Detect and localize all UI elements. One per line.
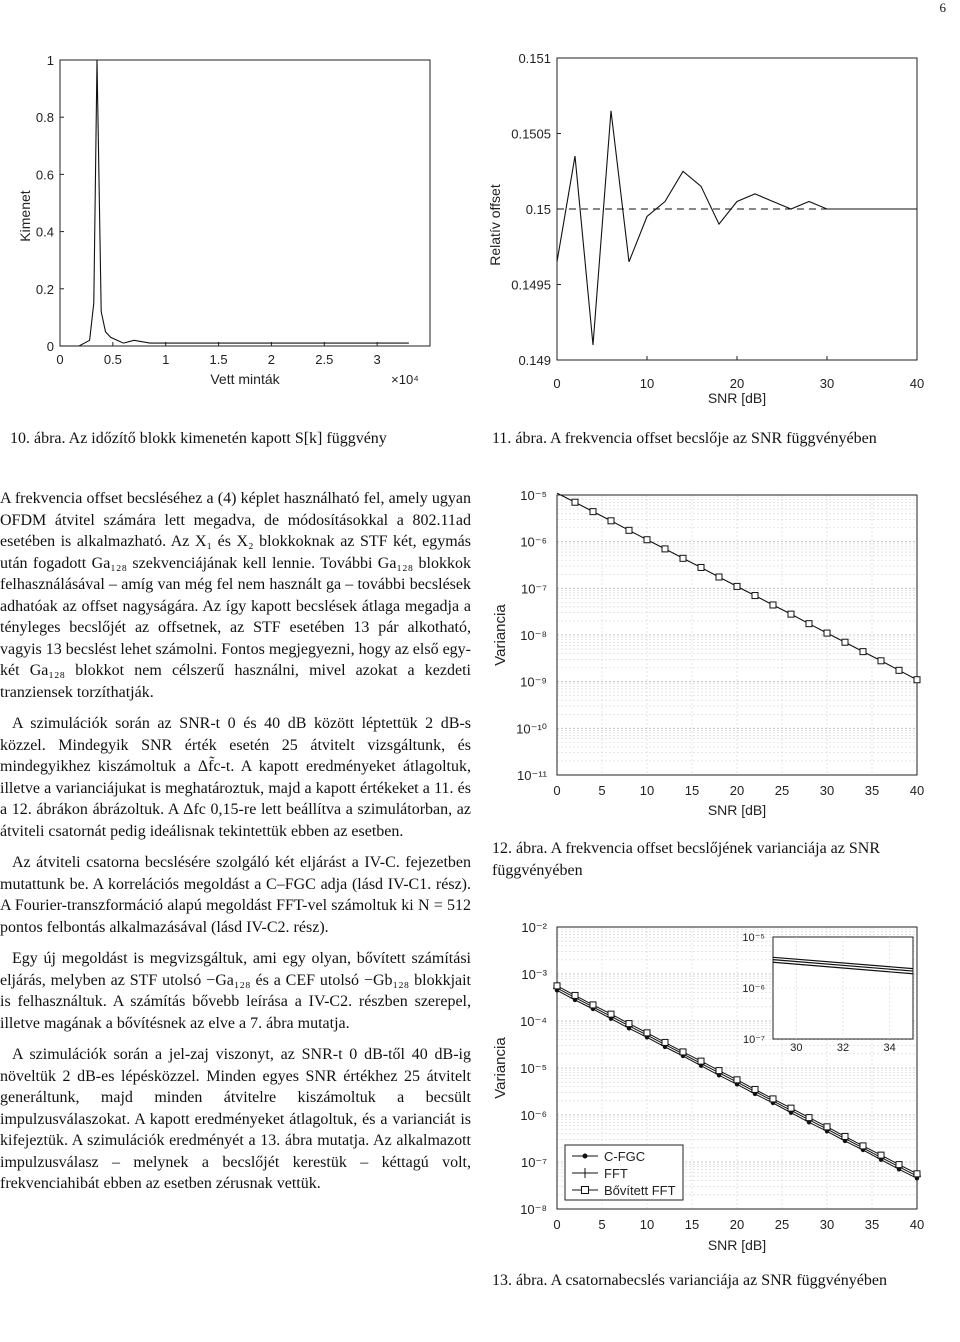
fig10-ytick-label: 0.6: [35, 167, 54, 183]
fig13-ytick-label: 10⁻²: [521, 920, 547, 935]
fig12-marker: [644, 537, 650, 543]
fig12-marker: [878, 658, 884, 664]
fig12-marker: [572, 499, 578, 505]
fig12-marker: [806, 621, 812, 627]
fig12-ytick-label: 10⁻¹¹: [517, 768, 547, 783]
fig13-marker-bovitett-fft: [788, 1105, 794, 1111]
fig13-marker-bovitett-fft: [590, 1002, 596, 1008]
fig13-xtick-label: 30: [819, 1217, 835, 1232]
figure-10-plot: [17, 53, 430, 387]
fig13-marker-bovitett-fft: [680, 1049, 686, 1055]
fig12-xtick-label: 5: [598, 783, 606, 798]
fig10-xtick-label: 3: [373, 352, 381, 367]
figure-10-caption: 10. ábra. Az időzítő blokk kimenetén kapott S[k] függvény: [10, 430, 387, 447]
page-number: 6: [939, 0, 946, 15]
fig13-marker-bovitett-fft: [572, 992, 578, 998]
fig13-inset: [742, 932, 913, 1054]
fig13-marker-bovitett-fft: [896, 1162, 902, 1168]
fig10-xtick-label: 0.5: [103, 352, 122, 367]
fig13-marker-bovitett-fft: [806, 1115, 812, 1121]
fig13-ytick-label: 10⁻⁵: [520, 1061, 547, 1076]
fig12-marker: [734, 583, 740, 589]
fig10-ytick-label: 0.4: [35, 224, 54, 240]
fig13-marker-bovitett-fft: [644, 1030, 650, 1036]
fig12-xtick-label: 20: [729, 783, 745, 798]
fig10-xtick-label: 1.5: [209, 352, 228, 367]
fig11-xtick-label: 30: [819, 376, 835, 391]
fig13-xtick-label: 5: [598, 1217, 606, 1232]
fig10-ytick-label: 0.2: [35, 281, 54, 297]
fig13-marker-bovitett-fft: [734, 1077, 740, 1083]
fig13-marker-bovitett-fft: [608, 1011, 614, 1017]
paragraph: Egy új megoldást is megvizsgáltuk, ami egy olyan, bővített számítási eljárás, melyben az STF utolsó −Ga₁₂₈ és a CEF utolsó −Gb₁₂₈ blokkjait is felhasználtuk. A számítás bővebb leírása a IV-C2. részben szerepel, illetve magának a bővítésnek az elve a 7. ábra mutatja.: [0, 950, 471, 1032]
fig13-ytick-label: 10⁻⁸: [520, 1202, 547, 1217]
fig12-xtick-label: 10: [639, 783, 655, 798]
body-text: [0, 488, 471, 1205]
fig13-xtick-label: 15: [684, 1217, 700, 1232]
fig13-ytick-label: 10⁻⁷: [520, 1155, 547, 1170]
fig13-marker-bovitett-fft: [914, 1171, 920, 1177]
fig13-marker-bovitett-fft: [842, 1133, 848, 1139]
fig12-marker: [824, 630, 830, 636]
fig12-marker: [752, 593, 758, 599]
fig13-marker-bovitett-fft: [698, 1058, 704, 1064]
fig10-xtick-label: 1: [162, 352, 170, 367]
fig13-marker-bovitett-fft: [770, 1096, 776, 1102]
figure-11-plot: [487, 51, 924, 406]
fig13-xtick-label: 35: [864, 1217, 880, 1232]
fig13-ylabel: Variancia: [492, 1037, 509, 1099]
fig11-ytick-label: 0.1505: [511, 126, 551, 142]
fig12-marker: [842, 639, 848, 645]
fig11-ytick-label: 0.15: [525, 202, 551, 217]
fig12-xlabel: SNR [dB]: [707, 802, 767, 818]
fig13-ytick-label: 10⁻³: [521, 967, 547, 982]
fig10-axes-box: [60, 60, 430, 346]
fig13-xlabel: SNR [dB]: [707, 1237, 767, 1253]
fig10-xtick-label: 2.5: [315, 352, 334, 367]
fig12-marker: [698, 564, 704, 570]
fig13-inset-ytick-label: 10⁻⁶: [742, 983, 765, 995]
fig12-ytick-label: 10⁻¹⁰: [516, 721, 547, 737]
fig11-xlabel: SNR [dB]: [707, 390, 767, 406]
fig13-xtick-label: 20: [729, 1217, 745, 1232]
fig12-ytick-label: 10⁻⁶: [520, 534, 547, 550]
fig12-marker: [770, 602, 776, 608]
paragraph: A frekvencia offset becsléséhez a (4) képlet használható fel, amely ugyan OFDM átvitel számára lett megadva, de módosításokkal a 802.11ad esetében is alkalmazható. Az X₁ és X₂ blokkoknak az STF két, egymás után fogadott Ga₁₂₈ szekvenciájának kell lennie. További Ga₁₂₈ blokkok felhasználásával – amíg van még fel nem használt ga – további becslések adhatóak az offset nagyságára. Az így kapott becslések átlaga megadja a tényleges becslőjét az offsetnek, az STF esetében 13 pár alkotható, vagyis 13 becslést lehet számolni. Fontos megjegyezni, hogy az első egy-két Ga₁₂₈ blokkot nem célszerű használni, mivel azokat a kezdeti tranziensek torzíthatják.: [0, 490, 471, 701]
fig12-marker: [626, 527, 632, 533]
fig10-ytick-label: 0: [46, 339, 54, 354]
fig13-legend: [565, 1145, 683, 1200]
fig12-marker: [662, 546, 668, 552]
paragraph: A szimulációk során az SNR-t 0 és 40 dB között léptettük 2 dB-s közzel. Mindegyik SNR érték esetén 25 átvitelt vizsgáltunk, és mindegyikhez kiszámoltuk a Δf̃c-t. A kapott eredményeket átlagoltuk, illetve a varianciájukat is meghatároztuk, majd a kapott értékeket a 11. és a 12. ábrákon ábrázoltuk. A Δfc 0,15-re lett beállítva a szimulátorban, az átviteli csatornát pedig ideálisnak tekintettük ebben az esetben.: [0, 715, 471, 840]
fig12-marker: [860, 649, 866, 655]
fig11-series-line: [557, 111, 917, 345]
fig12-ytick-label: 10⁻⁹: [520, 674, 547, 690]
fig13-inset-xtick-label: 30: [790, 1042, 803, 1054]
fig12-xtick-label: 40: [909, 783, 925, 798]
fig11-xtick-label: 0: [553, 376, 561, 391]
fig12-xtick-label: 0: [553, 783, 561, 798]
fig11-ytick-label: 0.149: [518, 353, 551, 368]
fig13-marker-bovitett-fft: [662, 1039, 668, 1045]
fig10-ytick-label: 1: [46, 53, 54, 68]
fig13-marker-bovitett-fft: [752, 1086, 758, 1092]
fig13-marker-bovitett-fft: [824, 1124, 830, 1130]
fig12-xtick-label: 25: [774, 783, 790, 798]
fig11-ylabel: Relatív offset: [487, 184, 503, 266]
fig12-xtick-label: 30: [819, 783, 835, 798]
paragraph: Az átviteli csatorna becslésére szolgáló két eljárást a IV-C. fejezetben mutattunk be. A korrelációs megoldást a C–FGC adja (lásd IV-C1. rész). A Fourier-transzformáció alapú megoldást FFT-vel számoltuk ki N = 512 pontos felbontás alkalmazásával (lásd IV-C2. rész).: [0, 854, 471, 936]
fig13-marker-bovitett-fft: [860, 1143, 866, 1149]
figure-12-plot: [492, 488, 924, 818]
fig13-ytick-label: 10⁻⁶: [520, 1108, 547, 1123]
legend-label-fft: FFT: [604, 1166, 628, 1181]
fig13-xtick-label: 40: [909, 1217, 925, 1232]
fig12-marker: [896, 667, 902, 673]
fig12-marker: [680, 555, 686, 561]
fig13-xtick-label: 25: [774, 1217, 790, 1232]
figure-13-caption: 13. ábra. A csatornabecslés varianciája az SNR függvényében: [492, 1272, 887, 1289]
fig13-xtick-label: 0: [553, 1217, 561, 1232]
fig10-ytick-label: 0.8: [35, 110, 54, 126]
fig10-xlabel: Vett minták: [210, 371, 280, 387]
figure-11-caption: 11. ábra. A frekvencia offset becslője az SNR függvényében: [492, 430, 877, 447]
legend-label-bovitett-fft: Bővített FFT: [604, 1183, 676, 1198]
fig10-ylabel: Kimenet: [17, 190, 33, 242]
fig12-ylabel: Variancia: [492, 604, 509, 666]
fig13-xtick-label: 10: [639, 1217, 655, 1232]
fig12-marker: [608, 518, 614, 524]
fig13-marker-bovitett-fft: [554, 983, 560, 989]
figure-12-caption: 12. ábra. A frekvencia offset becslőjének varianciája az SNR függvényében: [492, 840, 880, 879]
fig12-marker: [590, 509, 596, 515]
fig12-marker: [788, 611, 794, 617]
legend-marker-bovitett-fft: [582, 1187, 589, 1194]
fig12-xtick-label: 35: [864, 783, 880, 798]
fig10-xtick-label: 2: [267, 352, 276, 367]
fig13-marker-bovitett-fft: [716, 1068, 722, 1074]
fig13-inset-ytick-label: 10⁻⁵: [742, 932, 765, 944]
fig12-xtick-label: 15: [684, 783, 700, 798]
fig11-xtick-label: 10: [639, 376, 655, 391]
fig12-ytick-label: 10⁻⁸: [520, 628, 547, 643]
fig13-inset-xtick-label: 32: [836, 1042, 850, 1054]
fig11-ytick-label: 0.151: [518, 51, 551, 66]
legend-label-c-fgc: C-FGC: [604, 1149, 646, 1164]
fig10-x-exponent: ×10⁴: [391, 372, 419, 387]
fig11-ytick-label: 0.1495: [511, 277, 551, 293]
fig11-xtick-label: 20: [729, 376, 745, 391]
fig12-marker: [716, 574, 722, 580]
fig13-marker-bovitett-fft: [626, 1021, 632, 1027]
figure-13-plot: [492, 920, 924, 1253]
fig13-marker-bovitett-fft: [878, 1152, 884, 1158]
paragraph: A szimulációk során a jel-zaj viszonyt, az SNR-t 0 dB-től 40 dB-ig növeltük 2 dB-es lépésközzel. Minden egyes SNR értékhez 25 átvitelt generáltunk, majd minden átvitelre kiszámoltuk a becsült impulzusválaszokat. A kapott eredményeket átlagoltuk, és a varianciát is kifejeztük. A szimulációk eredményét a 13. ábra mutatja. Az alkalmazott impulzusválasz – melynek a becslőjét kerestük – kéttagú volt, frekvenciahibát ebben az esetben zérusnak vettük.: [0, 1046, 471, 1192]
legend-marker-c-fgc: [583, 1154, 588, 1159]
fig13-ytick-label: 10⁻⁴: [520, 1014, 547, 1029]
fig12-ytick-label: 10⁻⁵: [520, 488, 547, 503]
fig12-ytick-label: 10⁻⁷: [520, 581, 547, 597]
fig13-inset-ytick-label: 10⁻⁷: [742, 1034, 765, 1046]
fig13-inset-xtick-label: 34: [883, 1042, 896, 1054]
fig10-xtick-label: 0: [56, 352, 64, 367]
fig12-marker: [914, 677, 920, 683]
fig10-series-line: [60, 60, 409, 346]
fig11-xtick-label: 40: [909, 376, 925, 391]
